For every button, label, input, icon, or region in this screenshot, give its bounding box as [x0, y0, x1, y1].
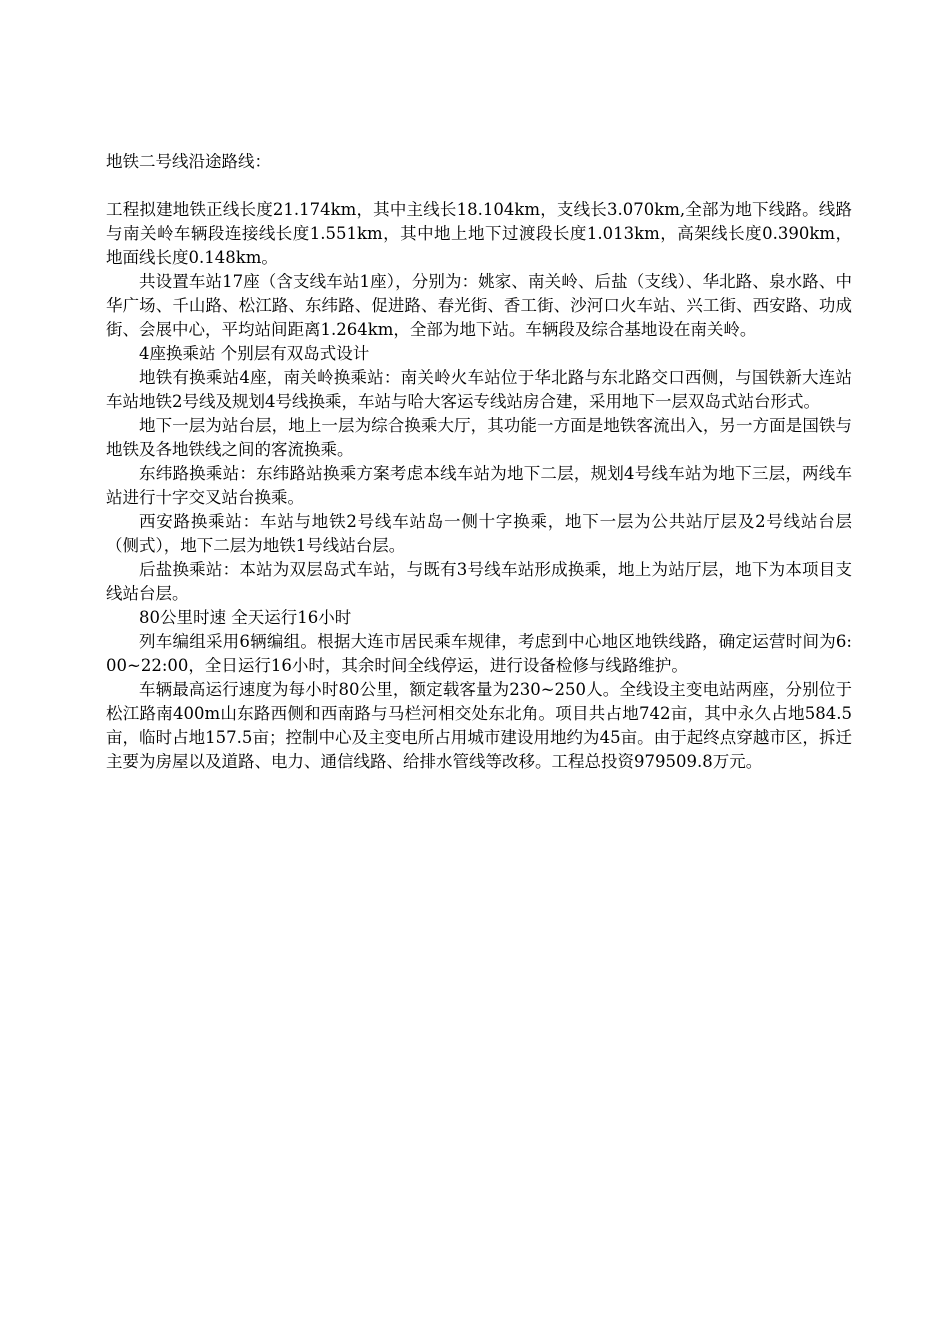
paragraph-underground-layer: 地下一层为站台层，地上一层为综合换乘大厅，其功能一方面是地铁客流出入，另一方面是国铁与地铁及各地铁线之间的客流换乘。: [106, 416, 852, 459]
paragraph-train-operation: 列车编组采用6辆编组。根据大连市居民乘车规律，考虑到中心地区地铁线路，确定运营时间为6:00~22:00，全日运行16小时，其余时间全线停运，进行设备检修与线路维护。: [106, 632, 852, 675]
section-title-speed-hours: 80公里时速 全天运行16小时: [139, 608, 352, 627]
paragraph-stations: 共设置车站17座（含支线车站1座），分别为：姚家、南关岭、后盐（支线）、华北路、泉水路、中华广场、千山路、松江路、东纬路、促进路、春光街、香工街、沙河口火车站、兴工街、西安路、功成街、会展中心，平均站间距离1.264km，全部为地下站。车辆段及综合基地设在南关岭。: [106, 272, 852, 339]
paragraph-speed-investment: 车辆最高运行速度为每小时80公里，额定载客量为230~250人。全线设主变电站两座，分别位于松江路南400m山东路西侧和西南路与马栏河相交处东北角。项目共占地742亩，其中永久占地584.5亩，临时占地157.5亩；控制中心及主变电所占用城市建设用地约为45亩。由于起终点穿越市区，拆迁主要为房屋以及道路、电力、通信线路、给排水管线等改移。工程总投资979509.8万元。: [106, 680, 852, 771]
section-title-transfer-stations: 4座换乘站 个别层有双岛式设计: [139, 344, 370, 363]
document-body: [106, 150, 852, 774]
paragraph-houyan-transfer: 后盐换乘站：本站为双层岛式车站，与既有3号线车站形成换乘，地上为站厅层，地下为本项目支线站台层。: [106, 560, 852, 603]
paragraph-nanguanling-transfer: 地铁有换乘站4座，南关岭换乘站：南关岭火车站位于华北路与东北路交口西侧，与国铁新大连站车站地铁2号线及规划4号线换乘，车站与哈大客运专线站房合建，采用地下一层双岛式站台形式。: [106, 368, 852, 411]
paragraph-dongwei-road-transfer: 东纬路换乘站：东纬路站换乘方案考虑本线车站为地下二层，规划4号线车站为地下三层，两线车站进行十字交叉站台换乘。: [106, 464, 852, 507]
document-heading: 地铁二号线沿途路线：: [106, 152, 271, 171]
paragraph-xian-road-transfer: 西安路换乘站：车站与地铁2号线车站岛一侧十字换乘，地下一层为公共站厅层及2号线站台层（侧式），地下二层为地铁1号线站台层。: [106, 512, 852, 555]
paragraph-line-length: 工程拟建地铁正线长度21.174km，其中主线长18.104km，支线长3.070km,全部为地下线路。线路与南关岭车辆段连接线长度1.551km，其中地上地下过渡段长度1.013km，高架线长度0.390km，地面线长度0.148km。: [106, 200, 852, 267]
